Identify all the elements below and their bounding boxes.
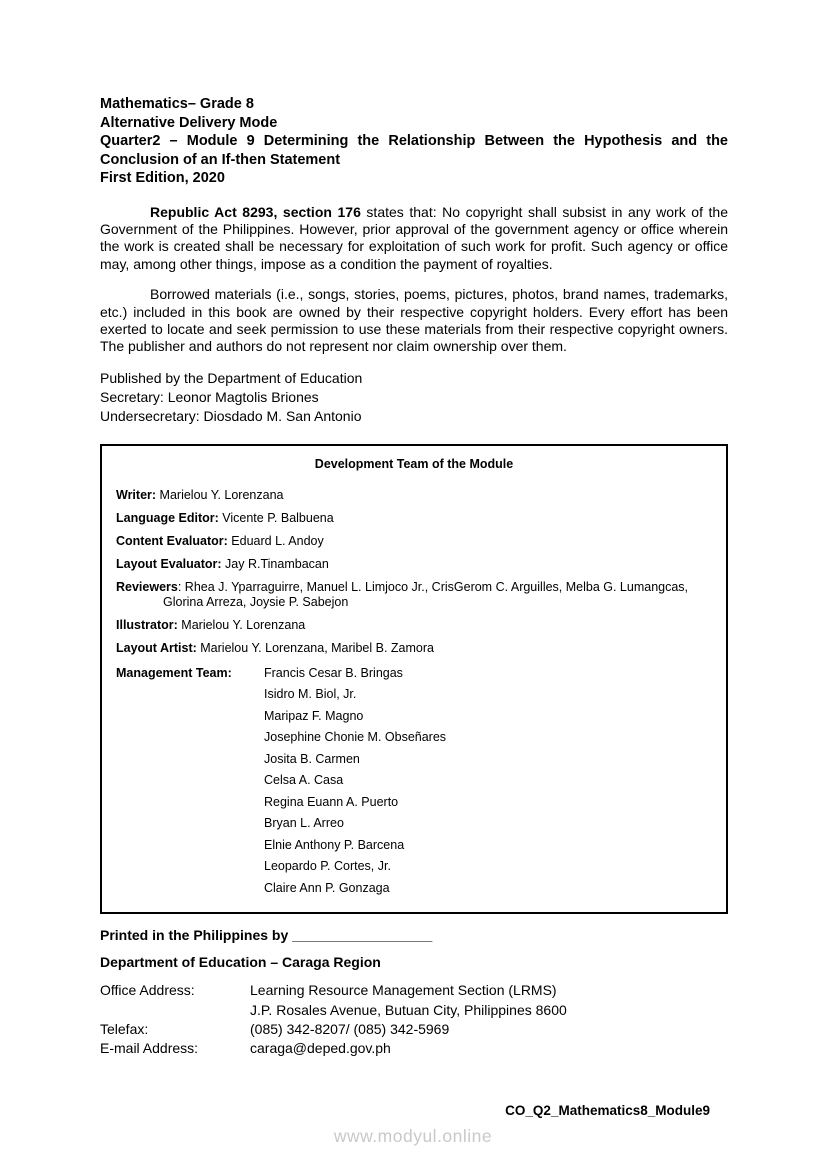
- secretary-line: Secretary: Leonor Magtolis Briones: [100, 388, 319, 405]
- office-address-row-2: [100, 1001, 728, 1020]
- printed-in-label: Printed in the Philippines by: [100, 927, 293, 944]
- layout-artist-value: Marielou Y. Lorenzana, Maribel B. Zamora: [196, 640, 434, 655]
- management-member: Leopardo P. Cortes, Jr.: [264, 859, 391, 874]
- illustrator-entry: [116, 618, 712, 633]
- telefax-label: Telefax:: [100, 1020, 149, 1037]
- title-edition: First Edition, 2020: [100, 170, 225, 186]
- region-line: Department of Education – Caraga Region: [100, 954, 381, 971]
- layout-evaluator-value: Jay R.Tinambacan: [221, 556, 329, 571]
- email-value: caraga@deped.gov.ph: [250, 1040, 391, 1057]
- title-block: [100, 95, 728, 188]
- office-address-label: Office Address:: [100, 982, 195, 999]
- content-evaluator-value: Eduard L. Andoy: [227, 533, 324, 548]
- telefax-value: (085) 342-8207/ (085) 342-5969: [250, 1020, 450, 1037]
- development-team-title: Development Team of the Module: [314, 456, 514, 471]
- copyright-act-bold: Republic Act 8293, section 176: [150, 203, 361, 220]
- language-editor-label: Language Editor:: [116, 510, 219, 525]
- management-member: Josephine Chonie M. Obseñares: [264, 730, 447, 745]
- copyright-text: states that: No copyright shall subsist in any work of the Government of the Philippines. However, prior approval of the government agency or office wherein the work is created shall be necessary for exploitation of such work for profit. Such agency or office may, among other things, impose as a condition the payment of royalties.: [100, 203, 728, 272]
- title-subject: Mathematics– Grade 8: [100, 96, 254, 112]
- layout-evaluator-label: Layout Evaluator:: [116, 556, 222, 571]
- layout-artist-label: Layout Artist:: [116, 640, 197, 655]
- management-member: Claire Ann P. Gonzaga: [264, 880, 390, 895]
- borrowed-materials-paragraph: Borrowed materials (i.e., songs, stories, poems, pictures, photos, brand names, trademarks, etc.) included in this book are owned by their respective copyright holders. Every effort has been exerted to locate and seek permission to use these materials from their respective copyright owners. The publisher and authors do not represent nor claim ownership over them.: [100, 286, 728, 355]
- office-address-value-2: J.P. Rosales Avenue, Butuan City, Philippines 8600: [250, 1001, 567, 1018]
- office-address-label-2: [100, 1001, 250, 1020]
- contact-block: [100, 981, 728, 1058]
- language-editor-value: Vicente P. Balbuena: [218, 510, 334, 525]
- layout-artist-entry: [116, 641, 712, 656]
- watermark-text: www.modyul.online: [333, 1126, 493, 1146]
- email-label: E-mail Address:: [100, 1040, 199, 1057]
- footer-module-code: CO_Q2_Mathematics8_Module9: [505, 1103, 710, 1118]
- management-member: Francis Cesar B. Bringas: [264, 665, 403, 680]
- development-team-box: [100, 444, 728, 915]
- title-mode: Alternative Delivery Mode: [100, 114, 278, 131]
- management-member: Bryan L. Arreo: [264, 816, 344, 831]
- office-address-row: [100, 981, 728, 1000]
- language-editor-entry: [116, 511, 712, 526]
- publisher-block: [100, 369, 728, 426]
- printed-in-blank-line: __________________: [292, 927, 433, 944]
- writer-label: Writer:: [116, 487, 157, 502]
- reviewers-entry: [116, 580, 712, 610]
- reviewers-label: Reviewers: [116, 579, 178, 594]
- reviewers-value: : Rhea J. Yparraguirre, Manuel L. Limjoco Jr., CrisGerom C. Arguilles, Melba G. Lumangcas, Glorina Arreza, Joysie P. Sabejon: [163, 579, 689, 609]
- content-evaluator-label: Content Evaluator:: [116, 533, 228, 548]
- illustrator-label: Illustrator:: [116, 617, 178, 632]
- management-team-names: [264, 666, 712, 903]
- management-member: Elnie Anthony P. Barcena: [264, 837, 405, 852]
- page-content: [100, 95, 728, 1058]
- management-member: Maripaz F. Magno: [264, 708, 364, 723]
- copyright-paragraph: [100, 204, 728, 274]
- email-row: [100, 1039, 728, 1058]
- published-by-line: Published by the Department of Education: [100, 369, 363, 386]
- title-module: Quarter2 – Module 9 Determining the Relationship Between the Hypothesis and the Conclusion of an If-then Statement: [100, 133, 728, 168]
- layout-evaluator-entry: [116, 557, 712, 572]
- office-address-value: Learning Resource Management Section (LRMS): [250, 982, 557, 999]
- illustrator-value: Marielou Y. Lorenzana: [177, 617, 306, 632]
- telefax-row: [100, 1020, 728, 1039]
- writer-value: Marielou Y. Lorenzana: [156, 487, 284, 502]
- content-evaluator-entry: [116, 534, 712, 549]
- management-member: Regina Euann A. Puerto: [264, 794, 399, 809]
- management-team-label: Management Team:: [116, 665, 232, 680]
- management-member: Josita B. Carmen: [264, 751, 360, 766]
- management-member: Isidro M. Biol, Jr.: [264, 687, 357, 702]
- undersecretary-line: Undersecretary: Diosdado M. San Antonio: [100, 407, 362, 424]
- writer-entry: [116, 488, 712, 503]
- management-member: Celsa A. Casa: [264, 773, 344, 788]
- management-team-entry: [116, 666, 712, 903]
- printed-in-line: [100, 927, 728, 943]
